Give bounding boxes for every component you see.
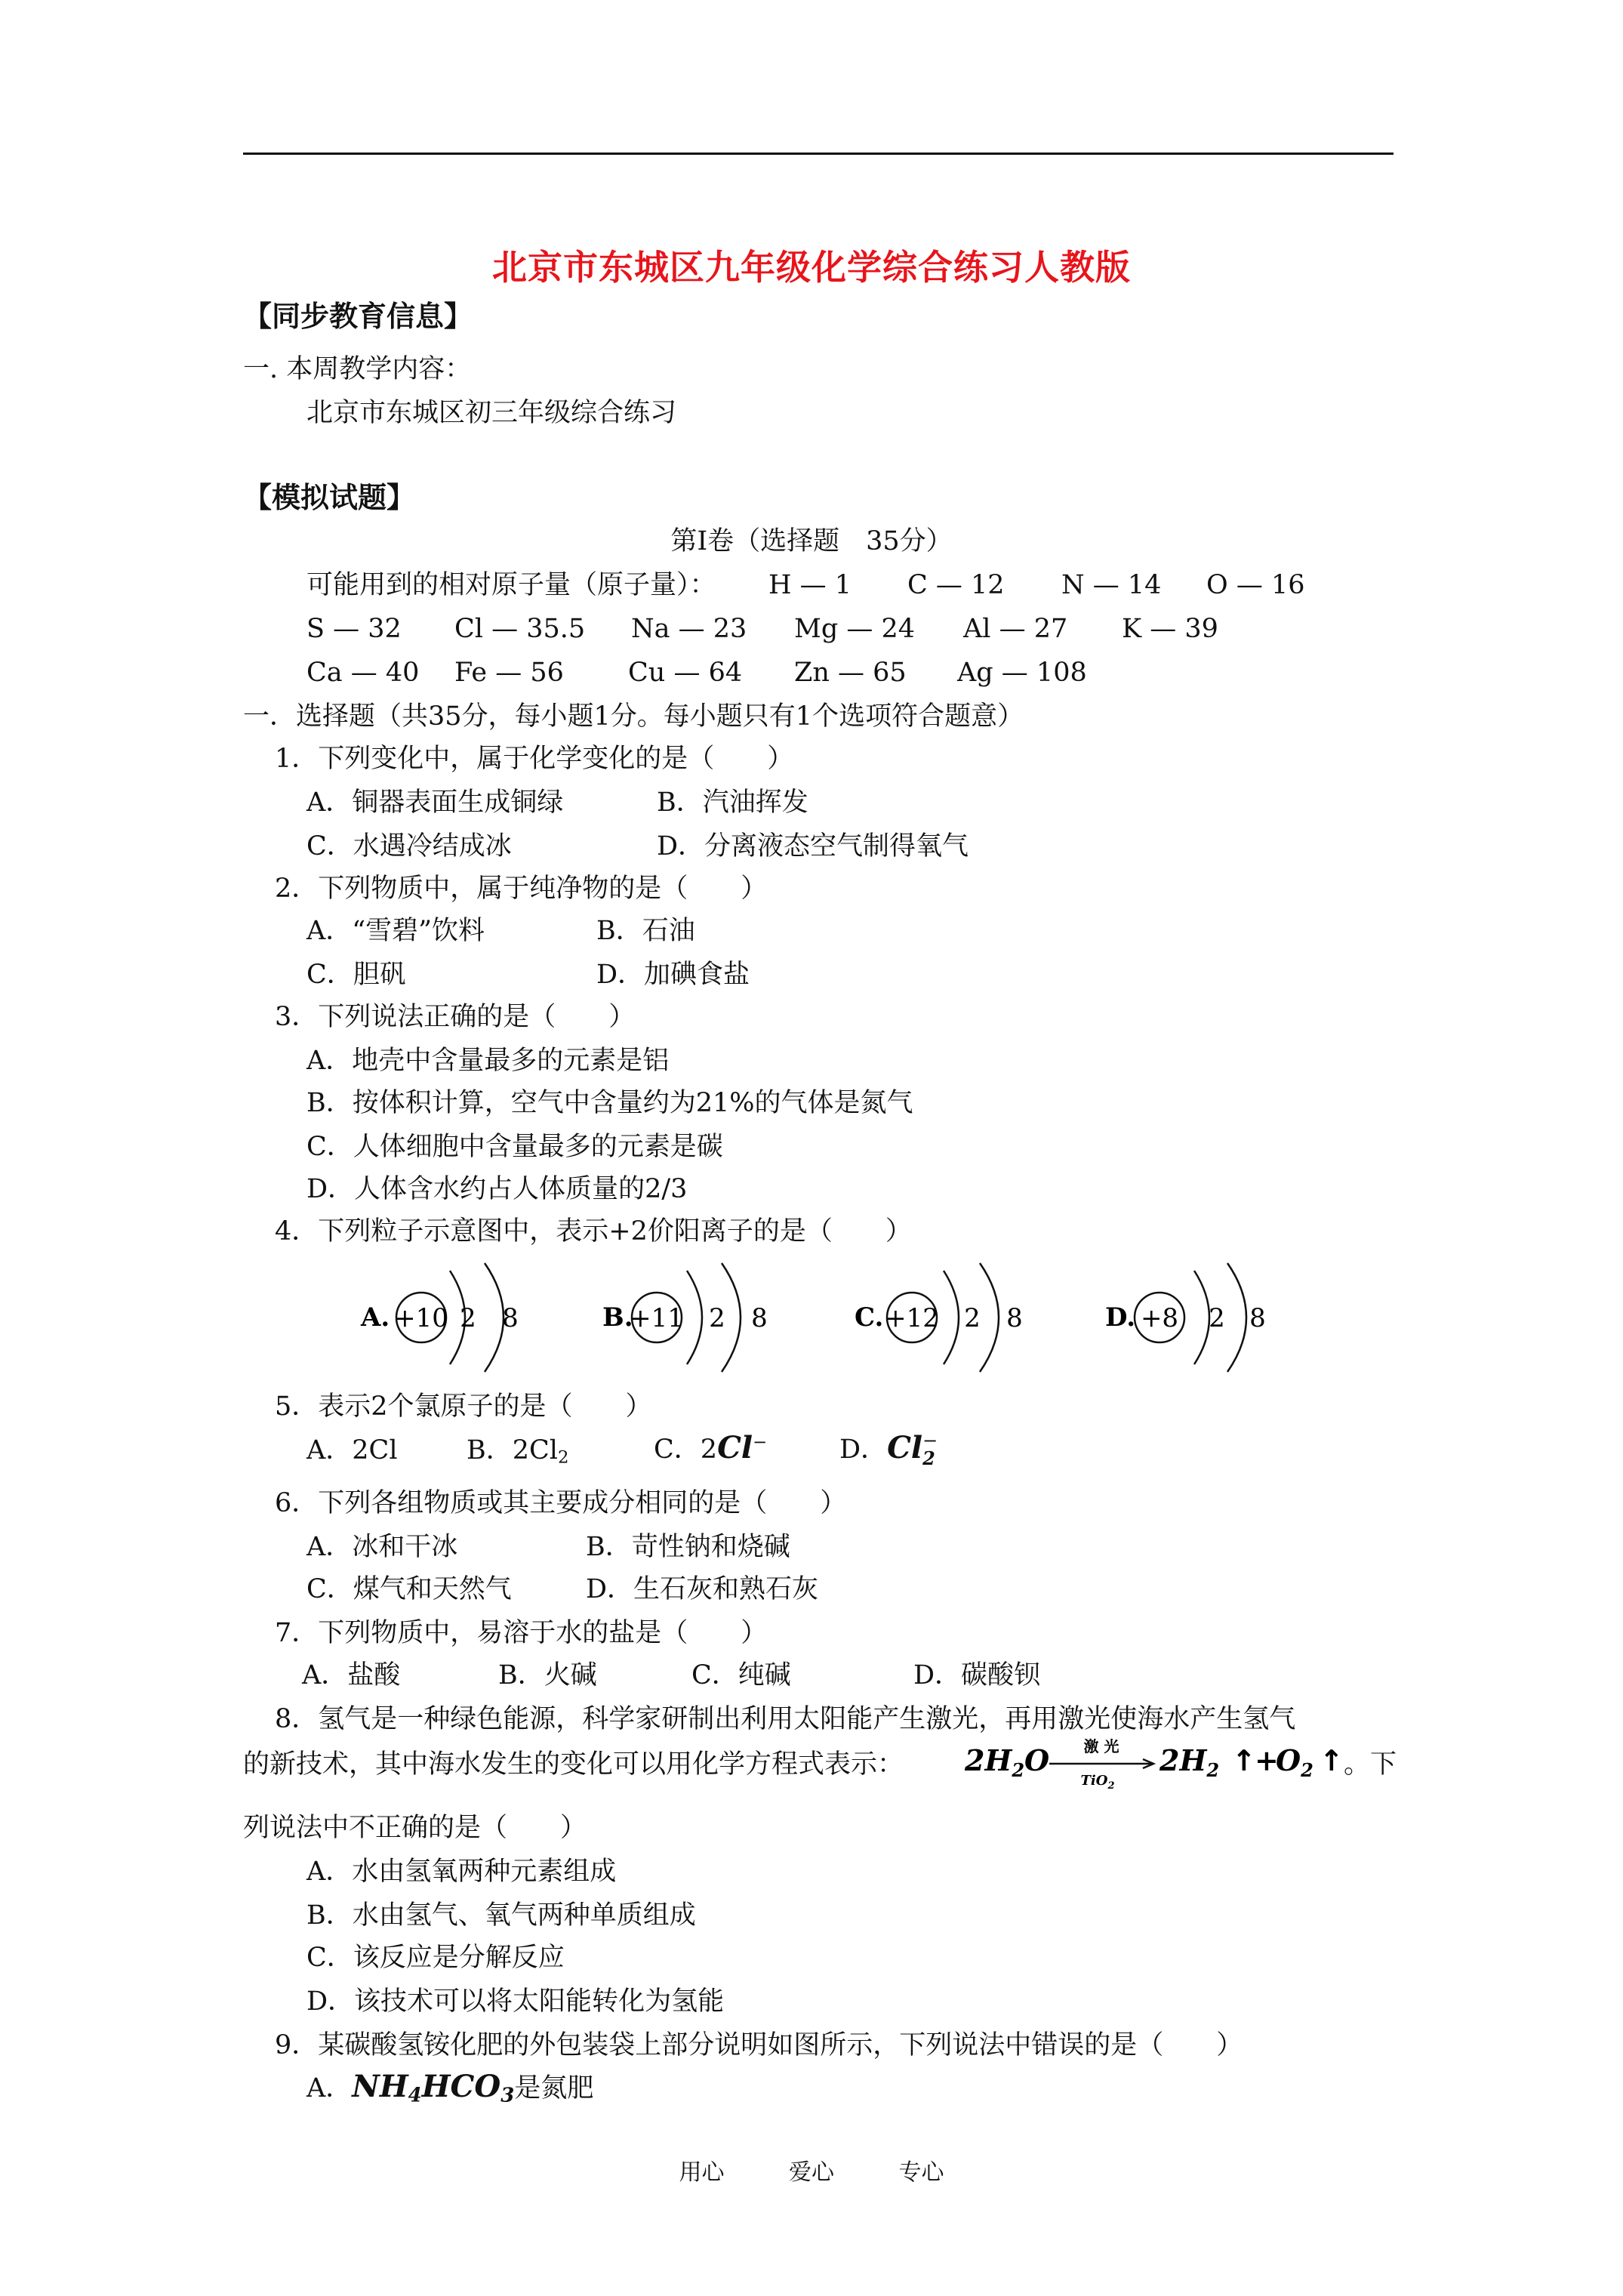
superscript: − [753,1432,768,1453]
q9-option-a-text: 是氮肥 [514,2073,594,2103]
electron-shell-arc [687,1271,702,1364]
atom-structure-svg [1105,1257,1301,1370]
mass-item: O — 16 [1206,570,1305,600]
q8-option-b: B．水由氢气、氧气两种单质组成 [306,1900,696,1931]
q3-option-c: C．人体细胞中含量最多的元素是碳 [306,1132,723,1162]
subscript: 2 [557,1447,569,1468]
mass-item: N — 14 [1061,570,1162,600]
gas-arrow-icon: ↑ [1320,1744,1344,1777]
electron-shell-arc [485,1263,504,1372]
mass-item: Cl — 35.5 [454,614,586,644]
mass-item: Ca — 40 [306,658,420,688]
nucleus-charge: +12 [885,1303,939,1333]
atom-label: B. [602,1302,633,1333]
atomic-masses-row1 [306,570,1305,600]
q6-option-a: A．冰和干冰 [306,1532,458,1562]
mass-item: Cu — 64 [628,658,743,688]
q5-option-c-text: C．2 [654,1435,718,1465]
q3-option-a: A．地壳中含量最多的元素是铝 [306,1046,670,1076]
chemical-formula: Cl [717,1430,753,1465]
q8-stem-line2: 的新技术，其中海水发生的变化可以用化学方程式表示： [243,1749,904,1780]
mass-item: Na — 23 [631,614,747,644]
mass-item: S — 32 [306,614,402,644]
q5-stem: 5．表示2个氯原子的是（ ） [275,1391,652,1422]
chemical-formula: Cl [887,1430,923,1465]
q6-option-d: D．生石灰和熟石灰 [586,1574,819,1604]
week-content-label: 一. 本周教学内容： [243,354,472,384]
shell-electrons: 8 [751,1303,768,1333]
atom-structure-svg [855,1257,1051,1370]
q9-option-a-label: A． [306,2073,353,2103]
footer-text: 爱心 [789,2159,834,2186]
electron-shell-arc [980,1263,999,1372]
atom-diagram-c [855,1257,1051,1370]
q2-option-c: C．胆矾 [306,960,406,990]
atomic-masses-intro: 可能用到的相对原子量（原子量）： [306,570,716,600]
q8-option-d: D．该技术可以将太阳能转化为氢能 [306,1986,725,2017]
chemical-formula: $NH_4HCO_3$ [352,2069,515,2107]
subscript: 2 [922,1447,935,1469]
shell-electrons: 2 [964,1303,981,1333]
atomic-masses-row3 [306,660,1439,690]
electron-shell-arc [1227,1263,1246,1372]
equation-product-oxygen: $O_2$ [1276,1743,1313,1781]
atom-diagram-b [602,1257,799,1370]
q2-option-d: D．加碘食盐 [596,960,750,990]
q4-stem: 4．下列粒子示意图中，表示+2价阳离子的是（ ） [275,1216,912,1247]
equation-catalyst: TiO$_2$ [1080,1773,1115,1792]
q1-option-c: C．水遇冷结成冰 [306,831,512,861]
q9-stem: 9．某碳酸氢铵化肥的外包装袋上部分说明如图所示，下列说法中错误的是（ ） [275,2030,1243,2060]
q7-option-a: A．盐酸 [302,1660,401,1690]
nucleus-charge: +10 [394,1303,448,1333]
q3-stem: 3．下列说法正确的是（ ） [275,1002,636,1032]
footer-text: 专心 [898,2159,944,2186]
atom-diagram-a [361,1257,557,1370]
mass-item: C — 12 [907,570,1005,600]
equation-plus: + [1255,1743,1279,1777]
q8-stem-line3: 列说法中不正确的是（ ） [243,1813,587,1843]
shell-electrons: 2 [1209,1303,1225,1333]
atomic-masses-row2 [306,616,1439,646]
q3-option-d: D．人体含水约占人体质量的2/3 [306,1174,688,1204]
nucleus-charge: +8 [1140,1303,1179,1333]
mass-item: K — 39 [1122,614,1218,644]
q5-option-c [654,1430,768,1465]
mass-item: Fe — 56 [454,658,564,688]
q1-option-a: A．铜器表面生成铜绿 [306,787,564,818]
q5-option-b-text: B．2Cl [467,1435,558,1465]
atom-diagram-d [1105,1257,1301,1370]
atom-label: D. [1105,1302,1136,1333]
atom-structure-svg [361,1257,557,1370]
q7-option-d: D．碳酸钡 [913,1660,1041,1690]
header-rule [243,153,1394,155]
equation-condition-above: 激 光 [1083,1737,1119,1755]
q8-stem-line1: 8．氢气是一种绿色能源，科学家研制出利用太阳能产生激光，再用激光使海水产生氢气 [275,1704,1296,1734]
shell-electrons: 8 [1006,1303,1023,1333]
equation-product-hydrogen: $2H_2$ [1160,1743,1220,1781]
atom-label: A. [361,1302,390,1333]
atom-structure-svg [602,1257,799,1370]
q7-stem: 7．下列物质中，易溶于水的盐是（ ） [275,1618,768,1648]
electron-shell-arc [944,1271,959,1364]
part-one-heading: 一．选择题（共35分，每小题1分。每小题只有1个选项符合题意） [243,701,1024,732]
q8-option-a: A．水由氢氧两种元素组成 [306,1857,617,1887]
q2-option-a: A．“雪碧”饮料 [306,916,485,946]
mass-item: Al — 27 [963,614,1068,644]
atom-label: C. [855,1302,884,1333]
q5-option-a: A．2Cl [306,1435,398,1465]
q2-option-b: B．石油 [596,916,695,946]
volume-heading: 第Ⅰ卷（选择题 35分） [670,526,953,556]
mass-item: Zn — 65 [794,658,907,688]
shell-electrons: 2 [460,1303,476,1333]
q6-option-c: C．煤气和天然气 [306,1574,512,1604]
q8-stem-tail: 。下 [1344,1749,1397,1780]
electron-shell-arc [1194,1271,1209,1364]
q2-stem: 2．下列物质中，属于纯净物的是（ ） [275,874,768,904]
q7-option-b: B．火碱 [498,1660,597,1690]
mass-item: Mg — 24 [794,614,916,644]
shell-electrons: 8 [1249,1303,1266,1333]
mass-item: Ag — 108 [957,658,1087,688]
equation-reactant: $2H_2O$ [965,1743,1050,1781]
superscript: − [922,1430,938,1451]
gas-arrow-icon: ↑ [1232,1744,1256,1777]
section-mock-test: 【模拟试题】 [243,481,416,514]
q5-option-d [839,1430,939,1469]
q5-option-d-text: D． [839,1435,888,1465]
q8-option-c: C．该反应是分解反应 [306,1943,565,1973]
q1-option-d: D．分离液态空气制得氧气 [657,831,969,861]
q6-option-b: B．苛性钠和烧碱 [586,1532,790,1562]
shell-electrons: 2 [709,1303,725,1333]
mass-item: H — 1 [768,570,852,600]
q1-option-b: B．汽油挥发 [657,787,808,818]
section-sync-info: 【同步教育信息】 [243,300,473,333]
nucleus-charge: +11 [630,1303,684,1333]
document-title: 北京市东城区九年级化学综合练习人教版 [492,247,1131,288]
q9-option-a [306,2069,594,2107]
q6-stem: 6．下列各组物质或其主要成分相同的是（ ） [275,1488,847,1518]
q1-stem: 1．下列变化中，属于化学变化的是（ ） [275,744,794,774]
q5-option-b [467,1435,569,1468]
week-content: 北京市东城区初三年级综合练习 [306,398,677,428]
q3-option-b: B．按体积计算，空气中含量约为21%的气体是氮气 [306,1088,913,1118]
footer-text: 用心 [679,2159,725,2186]
page-footer [0,2153,1623,2187]
shell-electrons: 8 [502,1303,519,1333]
q7-option-c: C．纯碱 [691,1660,791,1690]
